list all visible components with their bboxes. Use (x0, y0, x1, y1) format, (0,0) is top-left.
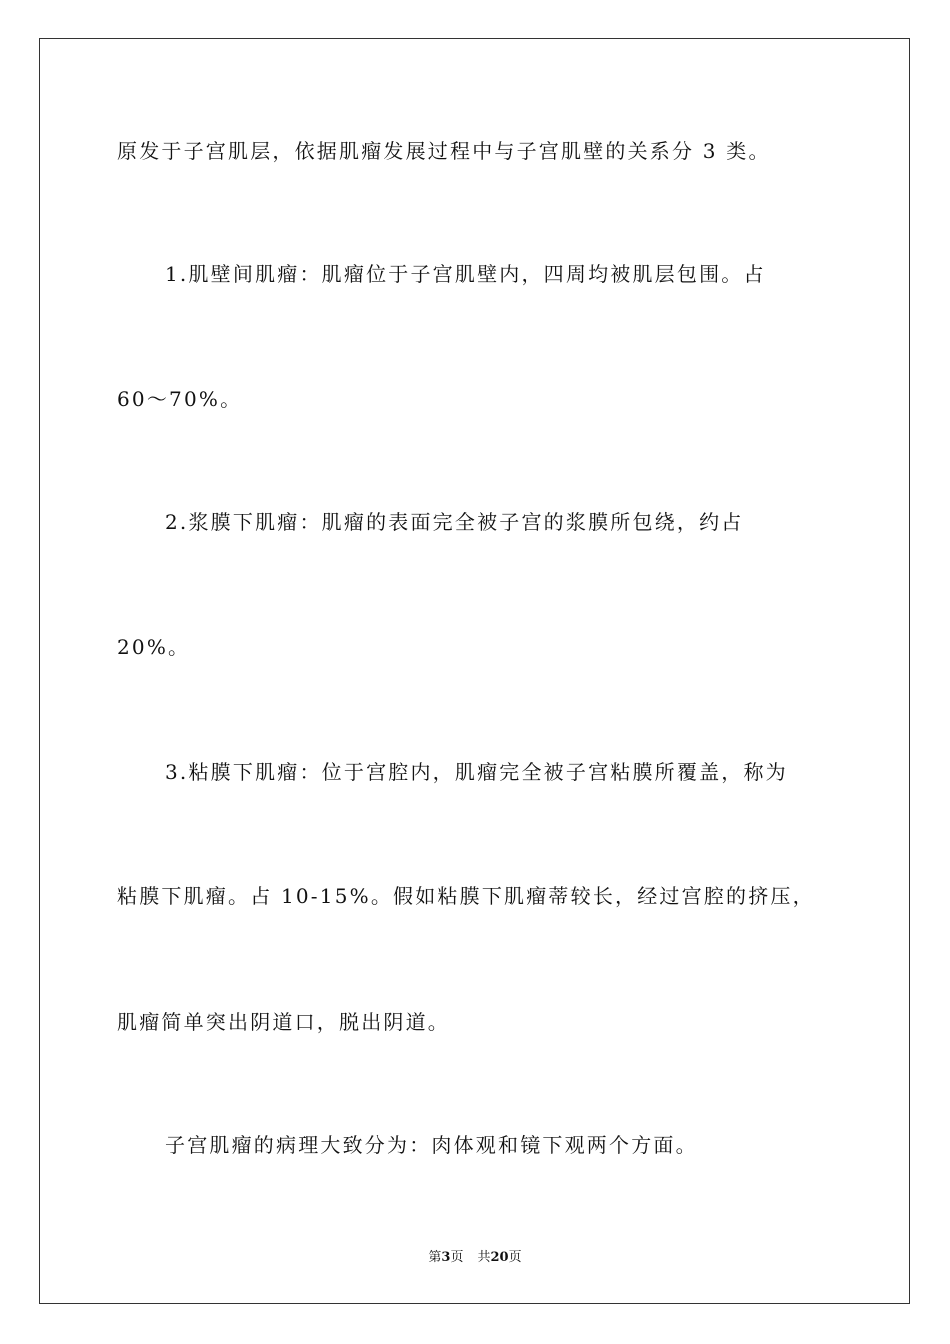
paragraph-line-8: 肌瘤简单突出阴道口，脱出阴道。 (117, 1010, 450, 1034)
paragraph-line-9: 子宫肌瘤的病理大致分为：肉体观和镜下观两个方面。 (165, 1133, 698, 1157)
footer-page-suffix: 页 (450, 1250, 464, 1265)
footer-page-prefix: 第 (428, 1250, 442, 1265)
paragraph-line-1: 原发于子宫肌层，依据肌瘤发展过程中与子宫肌壁的关系分 3 类。 (117, 139, 771, 163)
footer-page-number: 3 (441, 1250, 451, 1265)
paragraph-line-4: 2.浆膜下肌瘤：肌瘤的表面完全被子宫的浆膜所包绕，约占 (165, 510, 744, 534)
paragraph-line-5: 20%。 (117, 635, 191, 659)
paragraph-line-3: 60～70%。 (117, 387, 243, 411)
paragraph-line-7: 粘膜下肌瘤。占 10-15%。假如粘膜下肌瘤蒂较长，经过宫腔的挤压， (117, 884, 815, 908)
page-footer (0, 1250, 950, 1266)
paragraph-line-2: 1.肌壁间肌瘤：肌瘤位于子宫肌壁内，四周均被肌层包围。占 (165, 262, 766, 286)
footer-total-number: 20 (490, 1250, 509, 1265)
footer-total-prefix: 共 (477, 1250, 491, 1265)
paragraph-line-6: 3.粘膜下肌瘤：位于宫腔内，肌瘤完全被子宫粘膜所覆盖，称为 (165, 760, 788, 784)
page-border (39, 38, 910, 1304)
footer-total-suffix: 页 (508, 1250, 522, 1265)
